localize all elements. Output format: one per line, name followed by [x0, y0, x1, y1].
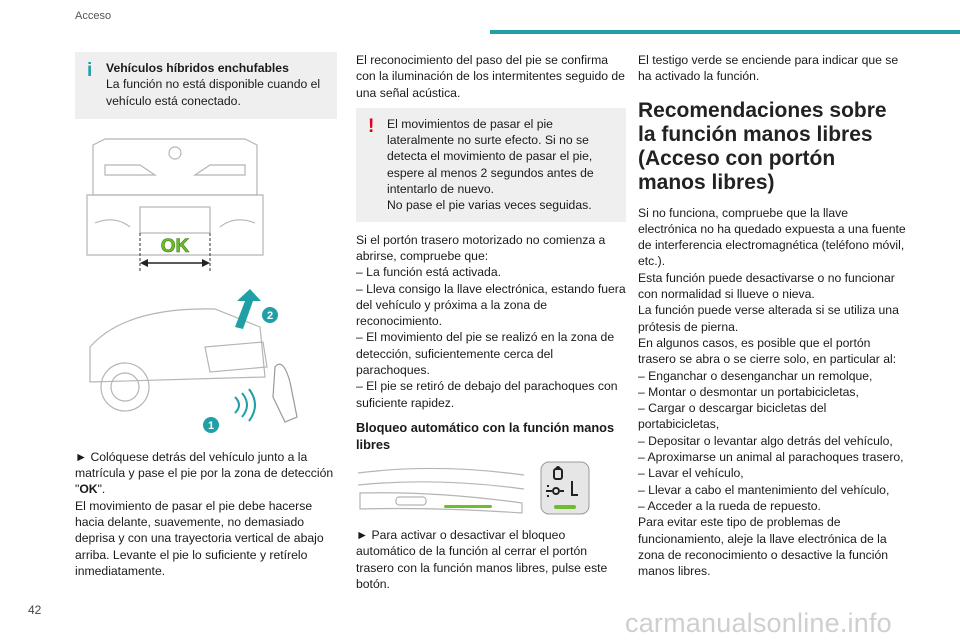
case-item: – Lavar el vehículo, — [638, 466, 744, 481]
ok-label: OK — [160, 235, 190, 257]
recommendation-paragraph: En algunos casos, es posible que el portón trasero se abra o se cierre solo, en particular al: — [638, 335, 897, 367]
column-1 — [75, 52, 337, 579]
lock-heading: Bloqueo automático con la función manos libres — [356, 419, 615, 452]
tailgate-illustration — [356, 463, 526, 521]
case-item: – Aproximarse un animal al parachoques trasero, — [638, 450, 904, 465]
header-accent-bar — [490, 30, 960, 34]
warning-text-2: No pase el pie varias veces seguidas. — [387, 198, 592, 213]
lock-illustration-row — [356, 459, 626, 519]
warning-icon: ! — [368, 115, 375, 137]
auto-lock-button-icon[interactable] — [540, 461, 590, 515]
marker-1-label: 1 — [207, 419, 215, 432]
check-item: – Lleva consigo la llave electrónica, estando fuera del vehículo y próxima a la zona de reconocimiento. — [356, 281, 626, 329]
closing-paragraph: Para evitar este tipo de problemas de funcionamiento, aleje la llave electrónica de la zona de reconocimiento o desactive la función manos libres. — [638, 515, 888, 579]
confirm-paragraph: El reconocimiento del paso del pie se confirma con la iluminación de los intermitentes seguido de una señal acústica. — [356, 53, 625, 100]
led-paragraph: El testigo verde se enciende para indicar que se ha activado la función. — [638, 53, 899, 84]
step-ok-keyword: OK — [79, 482, 98, 497]
recommendation-paragraph: Si no funciona, compruebe que la llave electrónica no ha quedado expuesta a una fuente de interferencia electromagnética (teléfono móvil, etc.). — [638, 205, 906, 269]
case-item: – Montar o desmontar un portabicicletas, — [638, 384, 859, 399]
recommendation-paragraph: Esta función puede desactivarse o no funcionar con normalidad si llueve o nieva. — [638, 270, 895, 302]
step-text: Colóquese detrás del vehículo junto a la matrícula y pase el pie por la zona de detección " — [75, 449, 334, 497]
case-item: – Acceder a la rueda de repuesto. — [638, 498, 821, 513]
case-item: – Enganchar o desenganchar un remolque, — [638, 368, 873, 383]
check-item: – La función está activada. — [356, 265, 501, 280]
recommendations-heading: Recomendaciones sobre la función manos libres (Acceso con portón manos libres) — [638, 98, 887, 194]
watermark: carmanualsonline.info — [625, 608, 892, 638]
check-item: – El pie se retiró de debajo del parachoques con suficiente rapidez. — [356, 379, 618, 410]
case-item: – Cargar o descargar bicicletas del portabicicletas, — [638, 401, 827, 432]
case-item: – Depositar o levantar algo detrás del vehículo, — [638, 433, 893, 448]
recommendation-paragraph: La función puede verse alterada si se utiliza una prótesis de pierna. — [638, 303, 899, 334]
column-3 — [638, 52, 906, 579]
page-number: 42 — [28, 603, 42, 617]
rear-bumper-ok-illustration — [85, 135, 265, 275]
warning-box — [356, 108, 626, 222]
step-arrow-icon: ► — [75, 449, 88, 464]
step-instructions — [75, 449, 337, 579]
check-intro: Si el portón trasero motorizado no comienza a abrirse, compruebe que: — [356, 232, 606, 263]
movement-paragraph: El movimiento de pasar el pie debe hacerse hacia delante, suavemente, no demasiado deprisa y con una trayectoria vertical de abajo arriba. Levante el pie lo suficiente y retírelo inmediatamente. — [75, 498, 324, 578]
info-title: Vehículos híbridos enchufables — [106, 61, 289, 75]
marker-2-label: 2 — [266, 309, 274, 322]
step-text-end: ". — [97, 482, 106, 497]
column-2 — [356, 52, 626, 592]
info-icon: i — [87, 60, 93, 81]
info-text: La función no está disponible cuando el vehículo está conectado. — [106, 77, 321, 108]
lock-paragraph — [356, 527, 626, 592]
warning-text: El movimientos de pasar el pie lateralmente no surte efecto. Si no se detecta el movimiento de pasar el pie, espere al menos 2 segundos antes de intentarlo de nuevo. — [387, 116, 594, 197]
step-paragraph — [75, 449, 337, 498]
lock-arrow-icon: ► — [356, 527, 369, 542]
section-title: Acceso — [75, 10, 112, 22]
case-item: – Llevar a cabo el mantenimiento del vehículo, — [638, 482, 890, 497]
car-foot-kick-illustration — [85, 287, 315, 437]
lock-text: Para activar o desactivar el bloqueo automático de la función al cerrar el portón trasero con la función manos libres, pulse este botón. — [356, 527, 608, 591]
check-item: – El movimiento del pie se realizó en la zona de detección, suficientemente cerca del parachoques. — [356, 330, 615, 378]
info-box-plugin-hybrid — [75, 52, 337, 119]
